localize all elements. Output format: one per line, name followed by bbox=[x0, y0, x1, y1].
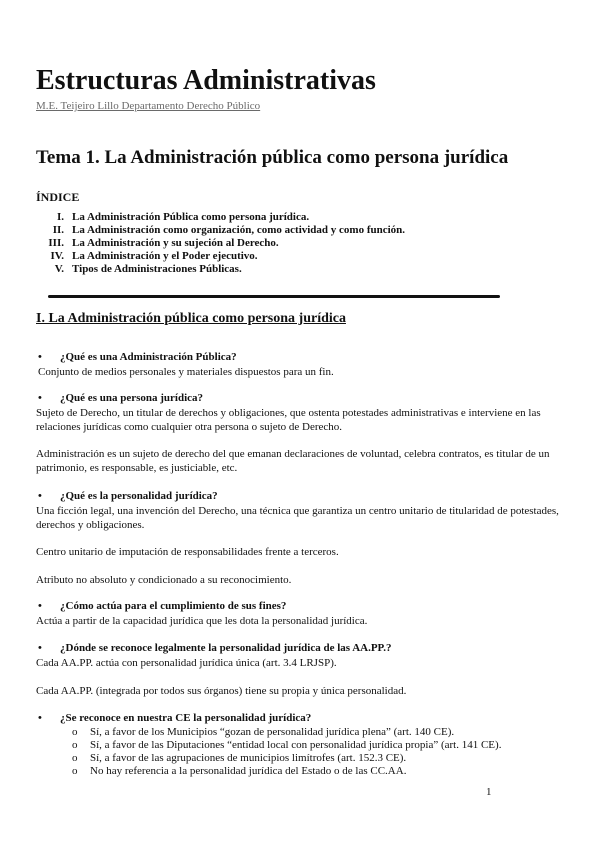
answer-2a: Sujeto de Derecho, un titular de derechos y obligaciones, que ostenta potestades administrativas e interviene en las relaciones jurídicas como cualquier otra persona o sujeto de Derecho. bbox=[36, 407, 541, 433]
bullet-icon: • bbox=[38, 600, 42, 612]
index-number: II. bbox=[52, 224, 64, 236]
question-text: ¿Qué es la personalidad jurídica? bbox=[60, 490, 218, 502]
section-divider bbox=[48, 295, 500, 298]
chapter-title: Tema 1. La Administración pública como persona jurídica bbox=[36, 147, 509, 168]
sub-item-text: Sí, a favor de las Diputaciones “entidad local con personalidad jurídica propia” (art. 141 CE). bbox=[90, 739, 502, 751]
question-3 bbox=[36, 490, 218, 502]
index-number: III. bbox=[48, 237, 64, 249]
sub-item-text: Sí, a favor de los Municipios “gozan de personalidad jurídica plena” (art. 140 CE). bbox=[90, 726, 455, 738]
sub-item-text: Sí, a favor de las agrupaciones de municipios limítrofes (art. 152.3 CE). bbox=[90, 752, 407, 764]
sub-list-item bbox=[72, 765, 501, 778]
question-text: ¿Qué es una Administración Pública? bbox=[60, 351, 237, 363]
bullet-icon: • bbox=[38, 712, 42, 724]
question-6 bbox=[36, 712, 311, 724]
question-4 bbox=[36, 600, 286, 612]
question-text: ¿Cómo actúa para el cumplimiento de sus fines? bbox=[60, 600, 287, 612]
sub-list bbox=[72, 726, 501, 778]
index-list bbox=[36, 211, 405, 276]
index-item bbox=[36, 224, 405, 237]
question-text: ¿Qué es una persona jurídica? bbox=[60, 392, 204, 404]
index-number: I. bbox=[56, 211, 64, 223]
answer-5b: Cada AA.PP. (integrada por todos sus órganos) tiene su propia y única personalidad. bbox=[36, 685, 407, 697]
circle-bullet-icon: o bbox=[72, 765, 78, 777]
question-text: ¿Dónde se reconoce legalmente la personalidad jurídica de las AA.PP.? bbox=[60, 642, 392, 654]
answer-4: Actúa a partir de la capacidad jurídica que les dota la personalidad jurídica. bbox=[36, 615, 368, 627]
index-label: La Administración y su sujeción al Derecho. bbox=[72, 237, 279, 249]
bullet-icon: • bbox=[38, 392, 42, 404]
circle-bullet-icon: o bbox=[72, 752, 78, 764]
bullet-icon: • bbox=[38, 351, 42, 363]
index-number: IV. bbox=[50, 250, 64, 262]
index-label: La Administración Pública como persona jurídica. bbox=[72, 211, 310, 223]
index-label: La Administración como organización, como actividad y como función. bbox=[72, 224, 406, 236]
bullet-icon: • bbox=[38, 642, 42, 654]
index-item bbox=[36, 250, 405, 263]
question-1 bbox=[36, 351, 237, 363]
index-item bbox=[36, 237, 405, 250]
answer-5a: Cada AA.PP. actúa con personalidad jurídica única (art. 3.4 LRJSP). bbox=[36, 657, 337, 669]
answer-3a: Una ficción legal, una invención del Derecho, una técnica que garantiza un centro unitario de titularidad de potestades, derechos y obligaciones. bbox=[36, 505, 559, 531]
section-heading: I. La Administración pública como persona jurídica bbox=[36, 311, 346, 326]
index-item bbox=[36, 263, 405, 276]
index-number: V. bbox=[54, 263, 64, 275]
sub-item-text: No hay referencia a la personalidad jurídica del Estado o de las CC.AA. bbox=[90, 765, 407, 777]
answer-2b: Administración es un sujeto de derecho del que emanan declaraciones de voluntad, celebra contratos, es titular de un patrimonio, es responsable, es justiciable, etc. bbox=[36, 448, 550, 474]
question-text: ¿Se reconoce en nuestra CE la personalidad jurídica? bbox=[60, 712, 312, 724]
question-2 bbox=[36, 392, 203, 404]
index-label: La Administración y el Poder ejecutivo. bbox=[72, 250, 258, 262]
answer-1: Conjunto de medios personales y materiales dispuestos para un fin. bbox=[38, 366, 334, 378]
index-heading: ÍNDICE bbox=[36, 190, 80, 204]
sub-list-item bbox=[72, 726, 501, 739]
document-title: Estructuras Administrativas bbox=[36, 65, 376, 96]
page-number: 1 bbox=[486, 786, 492, 798]
answer-3b: Centro unitario de imputación de responsabilidades frente a terceros. bbox=[36, 546, 339, 558]
sub-list-item bbox=[72, 752, 501, 765]
question-5 bbox=[36, 642, 392, 654]
answer-3c: Atributo no absoluto y condicionado a su reconocimiento. bbox=[36, 574, 292, 586]
circle-bullet-icon: o bbox=[72, 739, 78, 751]
index-item bbox=[36, 211, 405, 224]
bullet-icon: • bbox=[38, 490, 42, 502]
author-line[interactable]: M.E. Teijeiro Lillo Departamento Derecho Público bbox=[36, 100, 261, 112]
circle-bullet-icon: o bbox=[72, 726, 78, 738]
index-label: Tipos de Administraciones Públicas. bbox=[72, 263, 242, 275]
sub-list-item bbox=[72, 739, 501, 752]
